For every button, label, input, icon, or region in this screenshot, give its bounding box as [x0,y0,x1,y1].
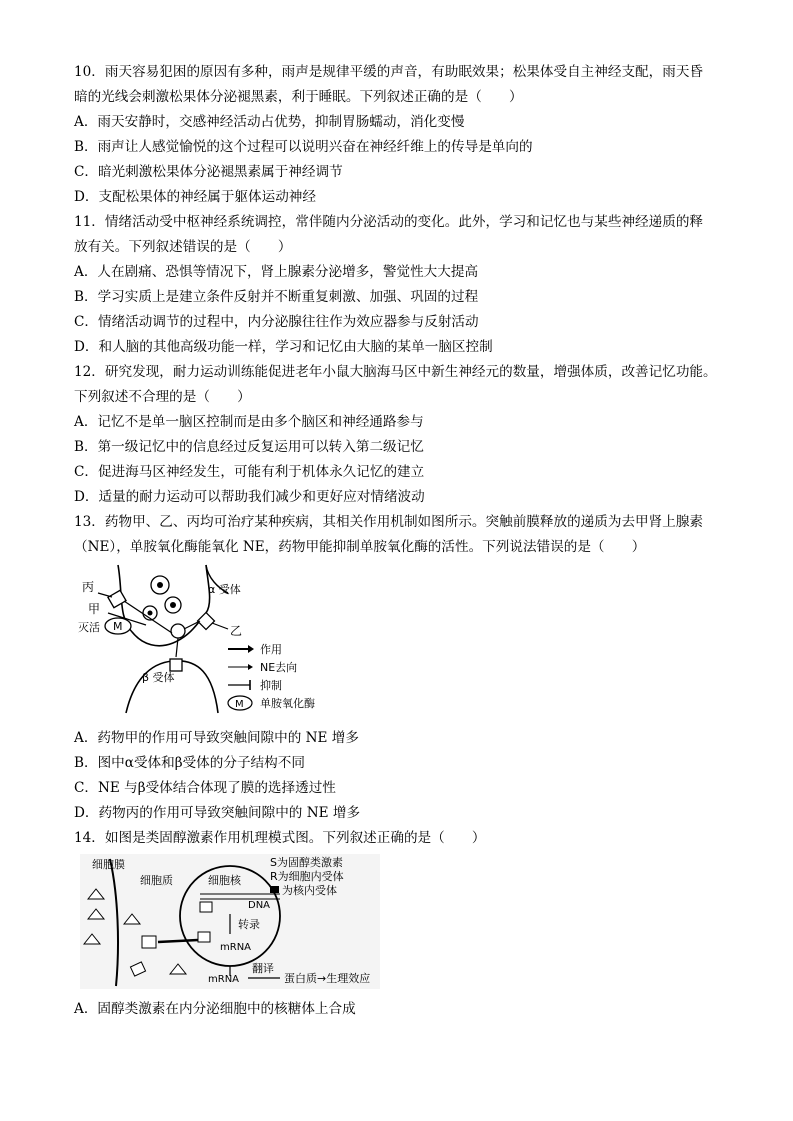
alpha-receptor-box [198,613,215,630]
cytoplasm-label: 细胞质 [140,874,173,887]
transporter-box [108,590,126,607]
q12-option-d: D．适量的耐力运动可以帮助我们减少和更好应对情绪波动 [74,489,425,505]
q13-option-d: D．药物丙的作用可导致突触间隙中的 NE 增多 [74,805,361,821]
q12-stem-line2: 下列叙述不合理的是（ ） [74,389,251,405]
q10-option-a: A．雨天安静时，交感神经活动占优势，抑制胃肠蠕动，消化变慢 [74,114,465,130]
q13-stem-line1: 13．药物甲、乙、丙均可治疗某种疾病，其相关作用机制如图所示。突触前膜释放的递质为去甲肾上腺素 [74,514,704,530]
q12-option-a: A．记忆不是单一脑区控制而是由多个脑区和神经通路参与 [74,414,424,430]
q10-stem-line1: 10．雨天容易犯困的原因有多种，雨声是规律平缓的声音，有助眠效果；松果体受自主神经支配，雨天昏 [74,64,704,80]
synapse-mechanism-figure [78,563,338,718]
q12-stem-line1: 12．研究发现，耐力运动训练能促进老年小鼠大脑海马区中新生神经元的数量，增强体质，改善记忆功能。 [74,364,717,380]
beta-receptor-label: β 受体 [142,671,175,684]
legend-effect-label: 作用 [260,643,282,656]
q11-stem-line2: 放有关。下列叙述错误的是（ ） [74,239,292,255]
vesicle-dot [148,611,153,616]
q11-option-d: D．和人脑的其他高级功能一样，学习和记忆由大脑的某单一脑区控制 [74,339,493,355]
alpha-receptor-label: α 受体 [208,583,241,596]
q12-option-b: B．第一级记忆中的信息经过反复运用可以转入第二级记忆 [74,439,424,455]
q11-stem-line1: 11．情绪活动受中枢神经系统调控，常伴随内分泌活动的变化。此外，学习和记忆也与某些神经递质的释 [74,214,704,230]
q11-option-c: C．情绪活动调节的过程中，内分泌腺往往作为效应器参与反射活动 [74,314,479,330]
q10-stem-line2: 暗的光线会刺激松果体分泌褪黑素，利于睡眠。下列叙述正确的是（ ） [74,89,523,105]
result-label: 蛋白质→生理效应 [284,972,371,985]
legend-ne-label: NE去向 [260,661,298,674]
legend-nuclear-receptor: 为核内受体 [282,884,337,897]
q13-option-c: C．NE 与β受体结合体现了膜的选择透过性 [74,780,336,796]
q14-option-a: A．固醇类激素在内分泌细胞中的核糖体上合成 [74,1001,356,1017]
vesicle-dot [170,602,176,608]
translate-label: 翻译 [252,962,274,975]
q13-option-a: A．药物甲的作用可导致突触间隙中的 NE 增多 [74,730,359,746]
drug-yi-line [212,623,228,629]
legend-nuclear-receptor-symbol [270,886,279,893]
legend-mao-symbol-text: M [235,699,244,710]
drug-bing-label: 丙 [82,580,95,594]
legend-r: R为细胞内受体 [270,870,344,883]
q12-option-c: C．促进海马区神经发生，可能有利于机体永久记忆的建立 [74,464,425,480]
cytoplasm-receptor [142,936,156,948]
mrna-inner-label: mRNA [220,942,252,953]
legend-s: S为固醇类激素 [270,856,343,869]
legend-mao-label: 单胺氧化酶 [260,697,315,710]
dna-label: DNA [248,900,271,911]
nucleus-label: 细胞核 [208,874,241,887]
ne-molecule [171,624,185,638]
q10-option-d: D．支配松果体的神经属于躯体运动神经 [74,189,316,205]
vesicle-dot [157,582,163,588]
membrane-label: 细胞膜 [92,858,125,871]
mrna-outer-label: mRNA [208,974,240,985]
q11-option-b: B．学习实质上是建立条件反射并不断重复刺激、加强、巩固的过程 [74,289,479,305]
q11-option-a: A．人在剧痛、恐惧等情况下，肾上腺素分泌增多，警觉性大大提高 [74,264,479,280]
q13-option-b: B．图中α受体和β受体的分子结构不同 [74,755,305,771]
transcribe-label: 转录 [238,918,260,931]
legend-ne-arrowhead [248,664,253,670]
drug-bing-line [98,593,112,597]
q13-stem-line2: （NE），单胺氧化酶能氧化 NE，药物甲能抑制单胺氧化酶的活性。下列说法错误的是（ ） [74,539,646,555]
drug-yi-label: 乙 [230,624,243,638]
q10-option-c: C．暗光刺激松果体分泌褪黑素属于神经调节 [74,164,343,180]
legend-effect-arrowhead [248,645,254,653]
legend-inhibit-label: 抑制 [260,679,282,692]
drug-jia-label: 甲 [88,602,101,616]
nuclear-receptor [198,932,210,942]
beta-receptor-box [170,659,182,671]
ne-arrow [184,621,200,629]
q10-option-b: B．雨声让人感觉愉悦的这个过程可以说明兴奋在神经纤维上的传导是单向的 [74,139,533,155]
q14-stem: 14．如图是类固醇激素作用机理模式图。下列叙述正确的是（ ） [74,830,486,846]
inactivation-label: 灭活 [78,621,100,634]
nuclear-receptor [200,902,212,912]
mao-label: M [113,620,123,633]
steroid-hormone-figure [80,854,380,989]
